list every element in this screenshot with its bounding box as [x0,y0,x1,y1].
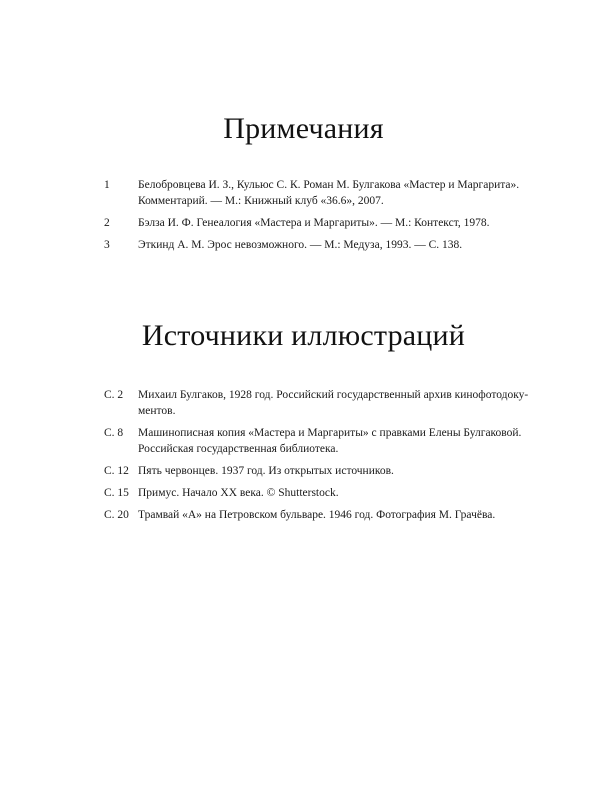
illustration-sources-list [104,387,544,529]
note-text: Эткинд А. М. Эрос невозможного. — М.: Медуза, 1993. — С. 138. [138,239,463,251]
source-entry [104,507,544,523]
illustration-sources-heading: Источники иллюстраций [141,319,466,352]
source-entry [104,463,544,479]
note-text: Бэлза И. Ф. Генеалогия «Мастера и Маргариты». — М.: Контекст, 1978. [138,217,490,229]
source-page-ref: С. 12 [104,465,129,477]
source-text: Михаил Булгаков, 1928 год. Российский государственный архив кинофотодоку-ментов. [138,389,529,417]
notes-list [104,177,544,259]
source-text: Машинописная копия «Мастера и Маргариты» с правками Елены Булгаковой. Российская государственная библиотека. [138,427,522,455]
source-page-ref: С. 20 [104,509,129,521]
note-number: 3 [104,239,110,251]
note-entry [104,177,544,209]
source-entry [104,387,544,419]
source-text: Пять червонцев. 1937 год. Из открытых источников. [138,465,394,477]
source-text: Трамвай «А» на Петровском бульваре. 1946 год. Фотография М. Грачёва. [138,509,496,521]
source-page-ref: С. 8 [104,427,124,439]
notes-heading: Примечания [223,112,384,145]
note-entry [104,215,544,231]
note-entry [104,237,544,253]
note-number: 1 [104,179,110,191]
note-text: Белобровцева И. З., Кульюс С. К. Роман М. Булгакова «Мастер и Маргарита». Комментарий. — М.: Книжный клуб «36.6», 2007. [138,179,520,207]
source-entry [104,485,544,501]
source-text: Примус. Начало XX века. © Shutterstock. [138,487,339,499]
note-number: 2 [104,217,110,229]
source-page-ref: С. 15 [104,487,129,499]
source-entry [104,425,544,457]
source-page-ref: С. 2 [104,389,124,401]
